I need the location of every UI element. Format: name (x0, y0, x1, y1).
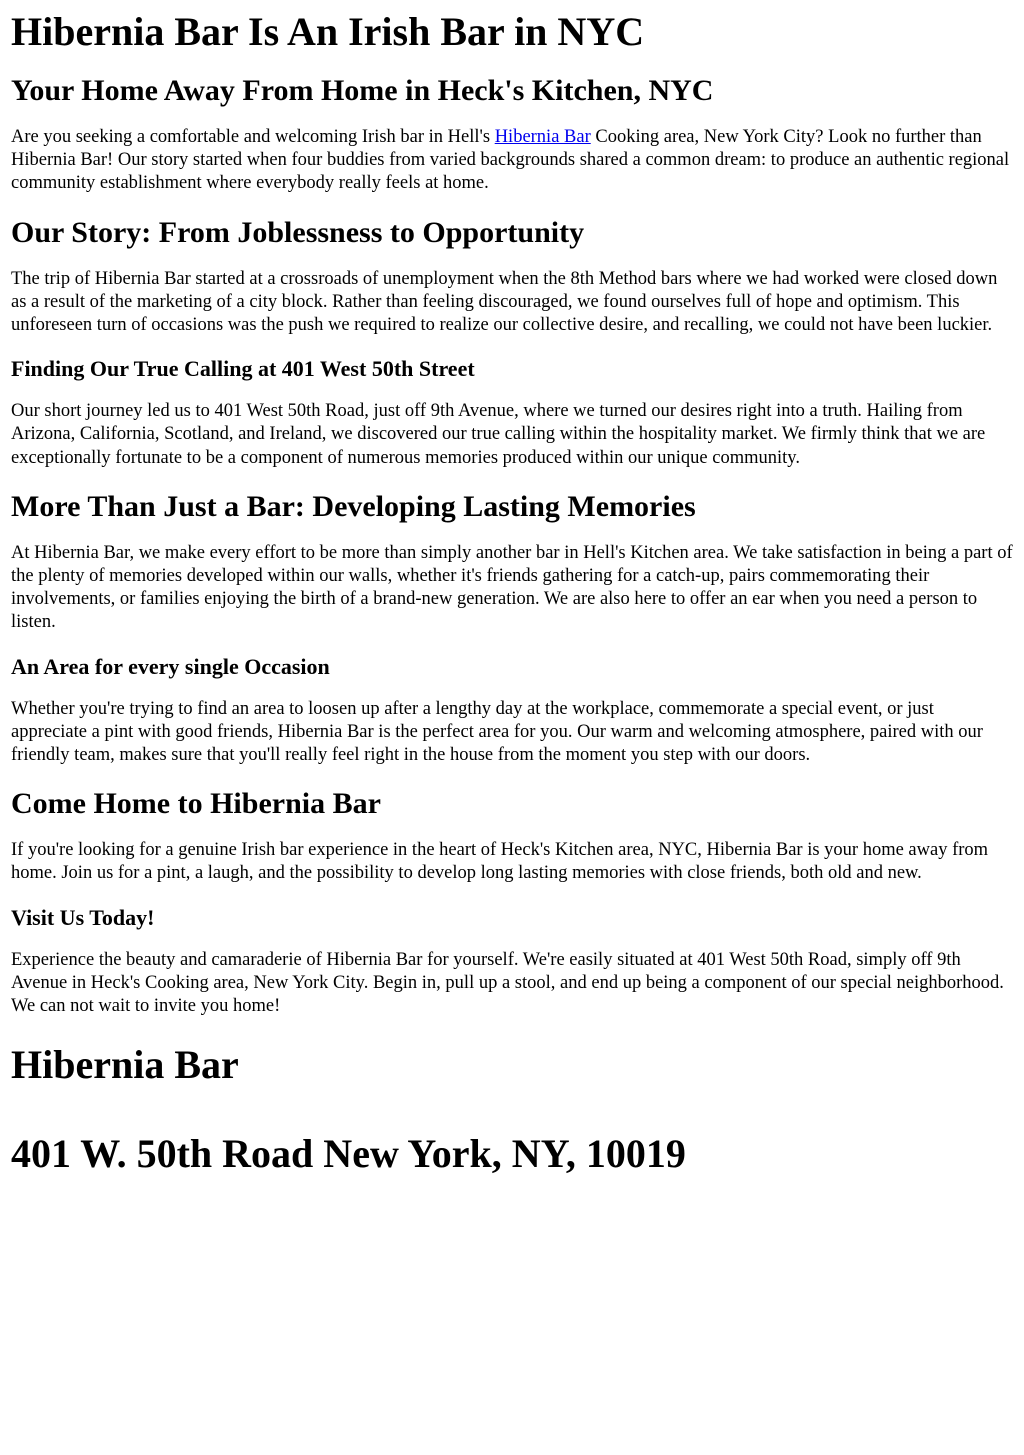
intro-text-after-link: Cooking area, New York City? Look no further than Hibernia Bar! Our story started when four buddies from varied backgrounds shared a common dream: to produce an authentic regional community establishment where everybody really feels at home. (11, 127, 1010, 194)
hibernia-bar-link[interactable]: Hibernia Bar (494, 127, 591, 147)
intro-text-before-link: Are you seeking a comfortable and welcoming Irish bar in Hell's (11, 127, 495, 147)
visit-paragraph: Experience the beauty and camaraderie of Hibernia Bar for yourself. We're easily situated at 401 West 50th Road, simply off 9th Avenue in Heck's Cooking area, New York City. Begin in, pull up a stool, and end up being a component of our special neighborhood. We can not wait to invite you home! (11, 949, 1004, 1017)
intro-paragraph (11, 126, 1014, 196)
story-heading: Our Story: From Joblessness to Opportunity (11, 215, 585, 249)
occasion-paragraph: Whether you're trying to find an area to loosen up after a lengthy day at the workplace, commemorate a special event, or just appreciate a pint with good friends, Hibernia Bar is the perfect area for you. Our warm and welcoming atmosphere, paired with our friendly team, makes sure that you'll really feel right in the house from the moment you step with our doors. (11, 698, 983, 766)
footer-address: 401 W. 50th Road New York, NY, 10019 (11, 1131, 686, 1177)
memories-heading: More Than Just a Bar: Developing Lasting Memories (11, 489, 696, 523)
document-page (0, 9, 1024, 1177)
visit-heading: Visit Us Today! (11, 904, 155, 930)
footer-name: Hibernia Bar (11, 1042, 239, 1088)
come-home-paragraph: If you're looking for a genuine Irish bar experience in the heart of Heck's Kitchen area, NYC, Hibernia Bar is your home away from home. Join us for a pint, a laugh, and the possibility to develop long lasting memories with close friends, both old and new. (11, 840, 989, 884)
occasion-heading: An Area for every single Occasion (11, 653, 330, 679)
page-title: Hibernia Bar Is An Irish Bar in NYC (11, 9, 645, 54)
story-paragraph: The trip of Hibernia Bar started at a crossroads of unemployment when the 8th Method bars where we had worked were closed down as a result of the marketing of a city block. Rather than feeling discouraged, we found ourselves full of hope and optimism. This unforeseen turn of occasions was the push we required to realize our collective desire, and recalling, we could not have been luckier. (11, 268, 998, 336)
memories-paragraph: At Hibernia Bar, we make every effort to be more than simply another bar in Hell's Kitchen area. We take satisfaction in being a part of the plenty of memories developed within our walls, whether it's friends gathering for a catch-up, pairs commemorating their involvements, or families enjoying the birth of a brand-new generation. We are also here to offer an ear when you need a person to listen. (11, 542, 1013, 633)
intro-heading: Your Home Away From Home in Heck's Kitchen, NYC (11, 74, 714, 107)
calling-paragraph: Our short journey led us to 401 West 50th Road, just off 9th Avenue, where we turned our desires right into a truth. Hailing from Arizona, California, Scotland, and Ireland, we discovered our true calling within the hospitality market. We firmly think that we are exceptionally fortunate to be a component of numerous memories produced within our unique community. (11, 401, 986, 468)
calling-heading: Finding Our True Calling at 401 West 50th Street (11, 356, 475, 382)
come-home-heading: Come Home to Hibernia Bar (11, 787, 381, 821)
